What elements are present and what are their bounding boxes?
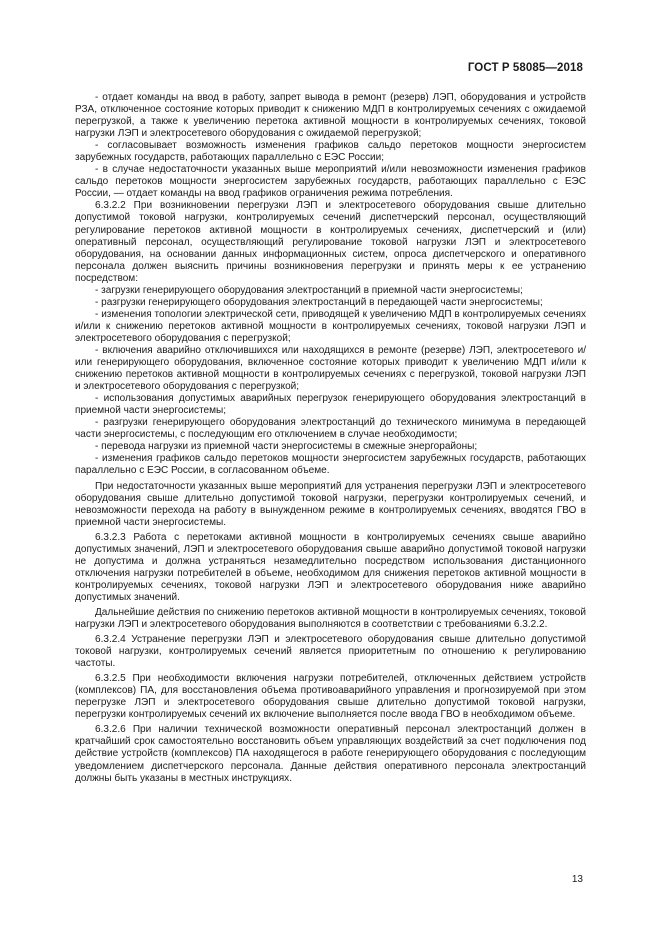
list-item: - включения аварийно отключившихся или находящихся в ремонте (резерве) ЛЭП, электросетевого и/или генерирующего оборудования, включенное состояние которых приводит к увеличению МДП и/или к снижению перетоков активной мощности в контролируемых сечениях с перегрузкой, токовой нагрузки ЛЭП и электросетевого оборудования с перегрузкой; (75, 344, 586, 393)
list-item: - изменения графиков сальдо перетоков мощности энергосистем зарубежных государств, работающих параллельно с ЕЭС России, в согласованном объеме. (75, 453, 586, 477)
paragraph: 6.3.2.5 При необходимости включения нагрузки потребителей, отключенных действием устройств (комплексов) ПА, для восстановления объема противоаварийного управления и прогнозируемой при этом перегрузке ЛЭП и электросетевого оборудования свыше длительно допустимой токовой нагрузки, перегрузки контролируемых сечений их включение выполняется после ввода ГВО в необходимом объеме. (75, 673, 586, 721)
list-item: - перевода нагрузки из приемной части энергосистемы в смежные энергорайоны; (95, 441, 478, 453)
document-header: ГОСТ Р 58085—2018 (467, 62, 583, 74)
list-item: - использования допустимых аварийных перегрузок генерирующего оборудования электростанций в приемной части энергосистемы; (75, 393, 586, 417)
document-body (75, 92, 586, 785)
list-item: - разгрузки генерирующего оборудования электростанций в передающей части энергосистемы; (95, 296, 543, 308)
list-item: - изменения топологии электрической сети, приводящей к увеличению МДП в контролируемых сечениях и/или к снижению перетоков активной мощности в контролируемых сечениях, токовой нагрузки ЛЭП и электросетевого оборудования с перегрузкой; (75, 308, 586, 344)
paragraph: 6.3.2.2 При возникновении перегрузки ЛЭП и электросетевого оборудования свыше длительно допустимой токовой нагрузки, контролируемых сечений диспетчерский персонал, осуществляющий регулирование перетоков активной мощности в контролируемых сечениях, диспетчерский и (или) оперативный персонал, осуществляющий регулирование токовой нагрузки ЛЭП и электросетевого оборудования, на основании данных информационных систем, опроса диспетчерского и оперативного персонала должен выяснить причины возникновения перегрузки и принять меры к ее устранению посредством: (75, 200, 586, 284)
paragraph: При недостаточности указанных выше мероприятий для устранения перегрузки ЛЭП и электросетевого оборудования свыше длительно допустимой токовой нагрузки, перегрузки контролируемых сечений, и невозможности перехода на работу в вынужденном режиме в контролируемых сечениях, вводятся ГВО в приемной части энергосистемы. (75, 480, 586, 528)
paragraph: - согласовывает возможность изменения графиков сальдо перетоков мощности энергосистем зарубежных государств, работающих параллельно с ЕЭС России; (75, 140, 586, 164)
paragraph: 6.3.2.6 При наличии технической возможности оперативный персонал электростанций должен в кратчайший срок самостоятельно восстановить объем управляющих воздействий за счет подключения под действие устройств (комплексов) ПА находящегося в работе генерирующего оборудования с последующим уведомлением диспетчерского персонала. Данные действия оперативного персонала электростанций должны быть указаны в местных инструкциях. (75, 724, 586, 784)
page-number: 13 (571, 874, 583, 885)
paragraph: 6.3.2.3 Работа с перетоками активной мощности в контролируемых сечениях свыше аварийно допустимых значений, ЛЭП и электросетевого оборудования свыше аварийно допустимой токовой нагрузки не допустима и должна устраняться незамедлительно посредством использования дистанционного отключения нагрузки потребителей в объеме, необходимом для снижения перетоков активной мощности в контролируемых сечениях, токовой нагрузки ЛЭП и электросетевого оборудования ниже аварийно допустимых значений. (75, 531, 586, 603)
paragraph: 6.3.2.4 Устранение перегрузки ЛЭП и электросетевого оборудования свыше длительно допустимой токовой нагрузки, контролируемых сечений является приоритетным по отношению к регулированию частоты. (75, 634, 586, 670)
paragraph: - в случае недостаточности указанных выше мероприятий и/или невозможности изменения графиков сальдо перетоков мощности энергосистем зарубежных государств, работающих параллельно с ЕЭС России, — отдает команды на ввод графиков ограничения режима потребления. (75, 164, 586, 200)
list-item: - загрузки генерирующего оборудования электростанций в приемной части энергосистемы; (95, 284, 523, 296)
paragraph: Дальнейшие действия по снижению перетоков активной мощности в контролируемых сечениях, токовой нагрузки ЛЭП и электросетевого оборудования выполняются в соответствии с требованиями 6.3.2.2. (75, 606, 586, 631)
list-item: - разгрузки генерирующего оборудования электростанций до технического минимума в передающей части энергосистемы, с последующим его отключением в случае необходимости; (75, 417, 586, 441)
paragraph: - отдает команды на ввод в работу, запрет вывода в ремонт (резерв) ЛЭП, оборудования и устройств РЗА, отключенное состояние которых приводит к снижению МДП в контролируемых сечениях с ожидаемой перегрузкой, а также к увеличению перетока активной мощности в контролируемых сечениях, токовой нагрузки ЛЭП и электросетевого оборудования с ожидаемой перегрузкой; (75, 92, 586, 140)
